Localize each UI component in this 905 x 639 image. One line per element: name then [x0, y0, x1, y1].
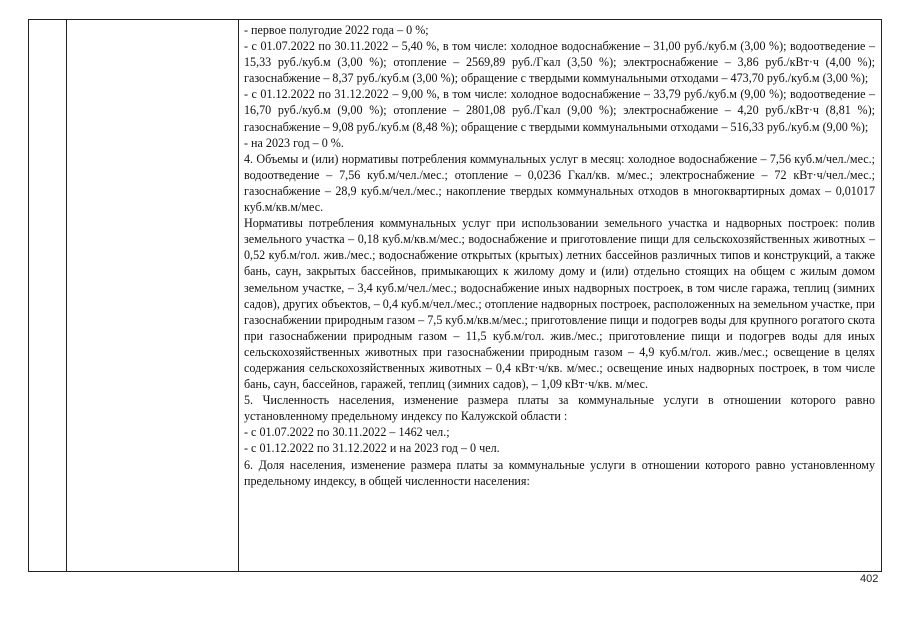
table-cell-first-column	[29, 20, 67, 572]
paragraph-2023: - на 2023 год – 0 %.	[244, 135, 344, 150]
document-table	[28, 19, 882, 572]
table-cell-content-column	[239, 20, 882, 572]
paragraph-jul-nov-2022: - с 01.07.2022 по 30.11.2022 – 5,40 %, в том числе: холодное водоснабжение – 31,00 руб./куб.м (3,00 %); водоотведение – 15,33 руб./куб.м (3,00 %); отопление – 2569,89 руб./Гкал (3,50 %); электроснабжение – 3,86 руб./кВт·ч (4,00 %); газоснабжение – 8,37 руб./куб.м (3,00 %); обращение с твердыми коммунальными отходами – 473,70 руб./куб.м (3,00 %);	[244, 39, 875, 86]
table-cell-second-column	[67, 20, 239, 572]
paragraph-section-5: 5. Численность населения, изменение размера платы за коммунальные услуги в отношении которого равно установленному предельному индексу по Калужской области :	[244, 393, 875, 424]
page-number: 402	[860, 573, 879, 585]
table-row	[29, 20, 882, 572]
paragraph-population-jul-nov: - с 01.07.2022 по 30.11.2022 – 1462 чел.;	[244, 425, 450, 440]
paragraph-land-plot-norms: Нормативы потребления коммунальных услуг при использовании земельного участка и надворных построек: полив земельного участка – 0,18 куб.м/кв.м/мес.; водоснабжение и приготовление пищи для сельскохозяйственных животных – 0,52 куб.м/гол. жив./мес.; водоснабжение открытых (крытых) летних бассейнов различных типов и конструкций, а также бань, саун, закрытых бассейнов, примыкающих к жилому дому и (или) отдельно стоящих на общем с жилым домом земельном участке, – 3,4 куб.м/чел./мес.; водоснабжение иных надворных построек, в том числе гаража, теплиц (зимних садов), других объектов, – 0,4 куб.м/чел./мес.; отопление надворных построек, расположенных на земельном участке, при газоснабжении природным газом – 7,5 куб.м/кв.м/мес.; приготовление пищи и подогрев воды для крупного рогатого скота при газоснабжении природным газом – 11,5 куб.м/гол. жив./мес.; приготовление пищи и подогрев воды для иных сельскохозяйственных животных при газоснабжении природным газом – 4,9 куб.м/гол. жив./мес.; освещение в целях содержания сельскохозяйственных животных – 0,4 кВт·ч/кв. м/мес.; освещение иных надворных построек, в том числе бань, саун, бассейнов, гаражей, теплиц (зимних садов), – 1,09 кВт·ч/кв. м/мес.	[244, 216, 875, 392]
paragraph-population-dec-2023: - с 01.12.2022 по 31.12.2022 и на 2023 год – 0 чел.	[244, 441, 500, 456]
document-text	[239, 20, 881, 571]
paragraph-section-4: 4. Объемы и (или) нормативы потребления коммунальных услуг в месяц: холодное водоснабжение – 7,56 куб.м/чел./мес.; водоотведение – 7,56 куб.м/чел./мес.; отопление – 0,0236 Гкал/кв. м/мес.; электроснабжение – 72 кВт·ч/чел./мес.; газоснабжение – 28,9 куб.м/чел./мес.; накопление твердых коммунальных отходов в многоквартирных домах – 0,01017 куб.м/кв.м/мес.	[244, 151, 875, 215]
paragraph-section-6: 6. Доля населения, изменение размера платы за коммунальные услуги в отношении которого равно установленному предельному индексу, в общей численности населения:	[244, 457, 875, 488]
paragraph-first-half-2022: - первое полугодие 2022 года – 0 %;	[244, 23, 429, 37]
paragraph-dec-2022: - с 01.12.2022 по 31.12.2022 – 9,00 %, в том числе: холодное водоснабжение – 33,79 руб./куб.м (9,00 %); водоотведение – 16,70 руб./куб.м (9,00 %); отопление – 2801,08 руб./Гкал (9,00 %); электроснабжение – 4,20 руб./кВт·ч (8,81 %); газоснабжение – 9,08 руб./куб.м (8,48 %); обращение с твердыми коммунальными отходами – 516,33 руб./куб.м (9,00 %);	[244, 87, 875, 134]
